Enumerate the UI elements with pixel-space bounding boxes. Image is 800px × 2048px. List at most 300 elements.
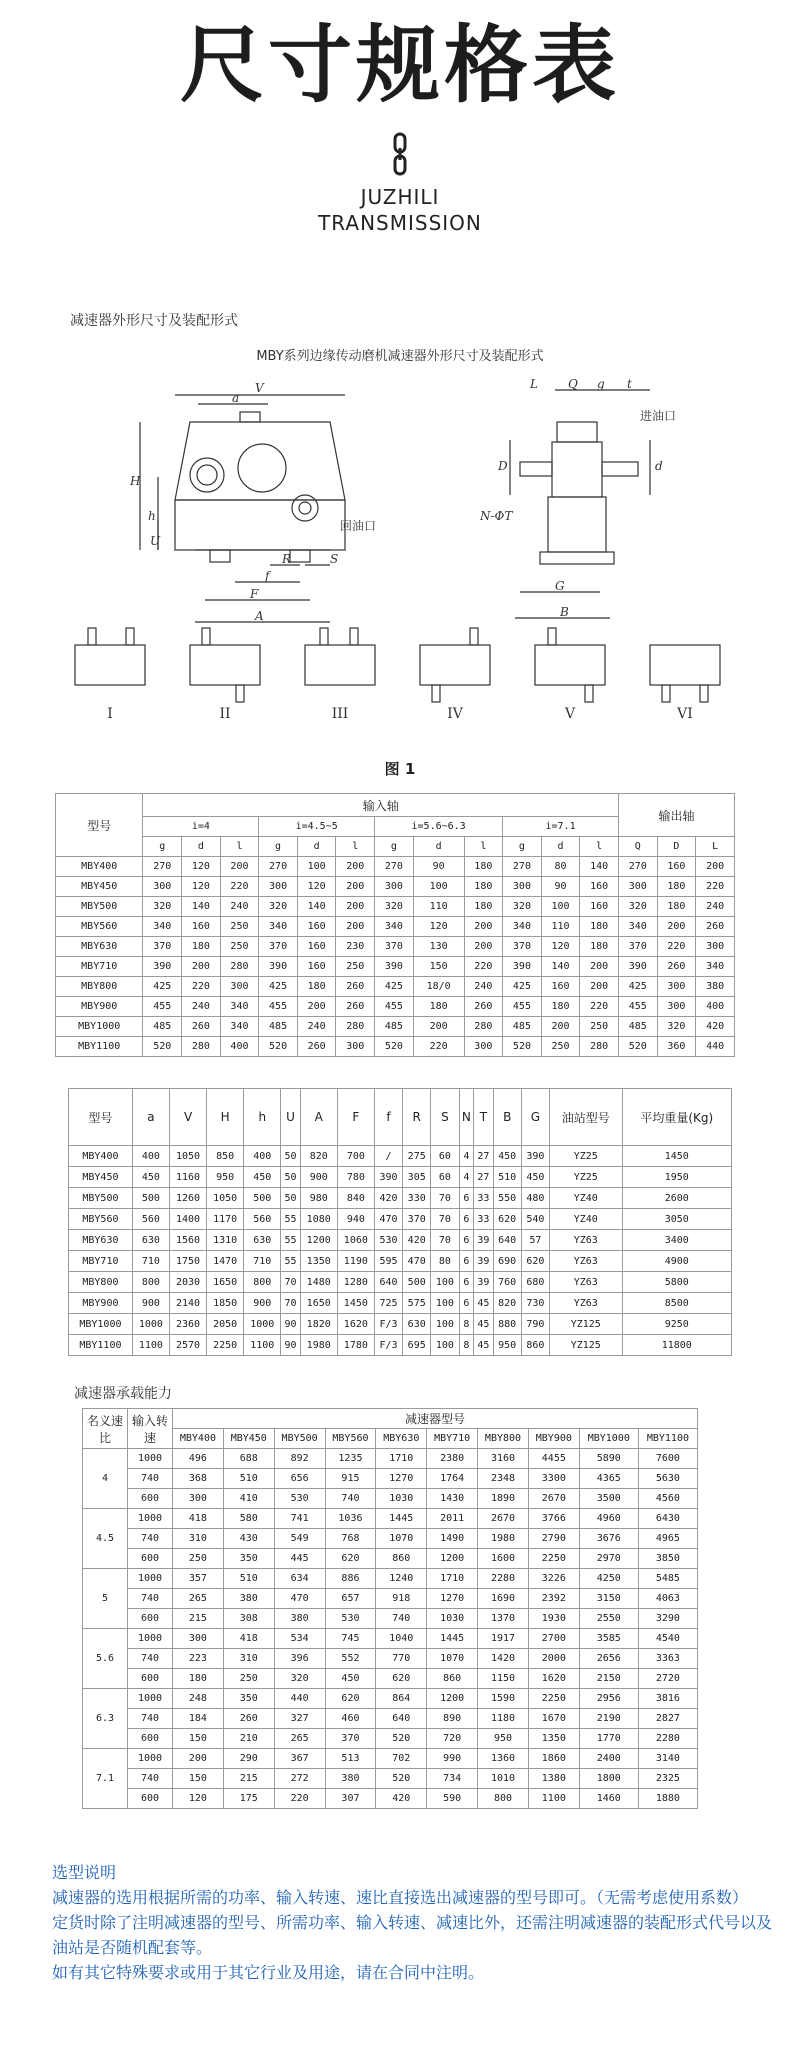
value-cell: 90	[413, 857, 464, 877]
value-cell: 39	[474, 1251, 493, 1272]
speed-cell: 600	[128, 1669, 173, 1689]
value-cell: 320	[657, 1017, 696, 1037]
dim-Q: Q	[568, 377, 578, 391]
capacity-cell: 184	[173, 1709, 224, 1729]
table-row	[83, 1789, 698, 1809]
value-cell: 6	[459, 1209, 474, 1230]
dim-h: h	[148, 509, 156, 523]
value-cell: 400	[220, 1037, 259, 1057]
capacity-cell: 3585	[579, 1629, 638, 1649]
column-header: 油站型号	[549, 1089, 622, 1146]
value-cell: 300	[220, 977, 259, 997]
speed-cell: 740	[128, 1529, 173, 1549]
value-cell: 57	[521, 1230, 549, 1251]
brand-tagline: TRANSMISSION	[318, 211, 482, 235]
value-cell: 330	[403, 1188, 431, 1209]
value-cell: 45	[474, 1335, 493, 1356]
oil-return-label: 回油口	[340, 519, 377, 533]
capacity-cell: 430	[223, 1529, 274, 1549]
value-cell: 760	[493, 1272, 521, 1293]
value-cell: 120	[413, 917, 464, 937]
capacity-cell: 534	[274, 1629, 325, 1649]
capacity-cell: 380	[325, 1769, 376, 1789]
value-cell: 860	[521, 1335, 549, 1356]
capacity-cell: 620	[325, 1549, 376, 1569]
speed-cell: 1000	[128, 1569, 173, 1589]
capacity-cell: 3226	[528, 1569, 579, 1589]
capacity-cell: 1350	[528, 1729, 579, 1749]
value-cell: 1260	[169, 1188, 206, 1209]
value-cell: 4900	[622, 1251, 731, 1272]
value-cell: 710	[132, 1251, 169, 1272]
table-row	[83, 1629, 698, 1649]
value-cell: 60	[431, 1146, 459, 1167]
ratio-group-header: i=7.1	[503, 817, 619, 837]
model-cell: MBY800	[69, 1272, 133, 1293]
capacity-cell: 300	[173, 1489, 224, 1509]
value-cell: 160	[297, 917, 336, 937]
dim-R: R	[282, 552, 292, 566]
capacity-cell: 250	[173, 1549, 224, 1569]
value-cell: 200	[696, 857, 735, 877]
value-cell: 160	[541, 977, 580, 997]
value-cell: 320	[259, 897, 298, 917]
speed-cell: 740	[128, 1589, 173, 1609]
capacity-cell: 2011	[427, 1509, 478, 1529]
value-cell: 340	[375, 917, 414, 937]
table-row	[69, 1251, 732, 1272]
value-cell: 6	[459, 1272, 474, 1293]
value-cell: 370	[618, 937, 657, 957]
value-cell: /	[374, 1146, 402, 1167]
capacity-cell: 1600	[478, 1549, 529, 1569]
value-cell: 33	[474, 1188, 493, 1209]
value-cell: 45	[474, 1293, 493, 1314]
model-column-header: MBY1100	[638, 1429, 697, 1449]
column-subheader: l	[336, 837, 375, 857]
capacity-cell: 1980	[478, 1529, 529, 1549]
value-cell: 340	[259, 917, 298, 937]
dim-U: U	[150, 534, 161, 548]
value-cell: 1980	[300, 1335, 337, 1356]
value-cell: 27	[474, 1146, 493, 1167]
value-cell: 300	[259, 877, 298, 897]
column-subheader: l	[464, 837, 503, 857]
dim-g: g	[597, 377, 605, 391]
value-cell: 300	[375, 877, 414, 897]
value-cell: 220	[657, 937, 696, 957]
value-cell: 680	[521, 1272, 549, 1293]
value-cell: 1780	[337, 1335, 374, 1356]
value-cell: 280	[580, 1037, 619, 1057]
model-column-header: MBY500	[274, 1429, 325, 1449]
value-cell: 1060	[337, 1230, 374, 1251]
capacity-cell: 530	[274, 1489, 325, 1509]
capacity-cell: 4965	[638, 1529, 697, 1549]
column-header: a	[132, 1089, 169, 1146]
capacity-section-label: 减速器承载能力	[74, 1386, 172, 1402]
column-header: V	[169, 1089, 206, 1146]
value-cell: 520	[618, 1037, 657, 1057]
value-cell: 1050	[207, 1188, 244, 1209]
capacity-cell: 200	[173, 1749, 224, 1769]
value-cell: 45	[474, 1314, 493, 1335]
value-cell: 455	[618, 997, 657, 1017]
value-cell: 340	[143, 917, 182, 937]
value-cell: 820	[300, 1146, 337, 1167]
model-column-header: MBY1000	[579, 1429, 638, 1449]
value-cell: 70	[431, 1209, 459, 1230]
capacity-cell: 445	[274, 1549, 325, 1569]
value-cell: 200	[182, 957, 221, 977]
ratio-group-header: i=4.5~5	[259, 817, 375, 837]
value-cell: 520	[503, 1037, 542, 1057]
ratio-header: 名义速比	[83, 1409, 128, 1449]
model-cell: MBY710	[69, 1251, 133, 1272]
capacity-cell: 3363	[638, 1649, 697, 1669]
value-cell: 1310	[207, 1230, 244, 1251]
value-cell: 260	[336, 997, 375, 1017]
capacity-cell: 3160	[478, 1449, 529, 1469]
value-cell: 320	[503, 897, 542, 917]
speed-cell: 1000	[128, 1689, 173, 1709]
capacity-cell: 327	[274, 1709, 325, 1729]
value-cell: 11800	[622, 1335, 731, 1356]
value-cell: 2570	[169, 1335, 206, 1356]
value-cell: 180	[657, 897, 696, 917]
capacity-cell: 396	[274, 1649, 325, 1669]
value-cell: 425	[503, 977, 542, 997]
capacity-cell: 7600	[638, 1449, 697, 1469]
value-cell: 1400	[169, 1209, 206, 1230]
value-cell: 300	[336, 1037, 375, 1057]
value-cell: 1000	[244, 1314, 281, 1335]
capacity-cell: 1180	[478, 1709, 529, 1729]
value-cell: 390	[143, 957, 182, 977]
dim-d: d	[655, 459, 663, 473]
ratio-group-header: i=5.6~6.3	[375, 817, 503, 837]
capacity-cell: 4063	[638, 1589, 697, 1609]
value-cell: 485	[259, 1017, 298, 1037]
model-column-header: MBY630	[376, 1429, 427, 1449]
model-cell: MBY450	[56, 877, 143, 897]
capacity-cell: 990	[427, 1749, 478, 1769]
value-cell: 140	[580, 857, 619, 877]
value-cell: 250	[541, 1037, 580, 1057]
value-cell: 725	[374, 1293, 402, 1314]
value-cell: 425	[375, 977, 414, 997]
capacity-cell: 657	[325, 1589, 376, 1609]
value-cell: 540	[521, 1209, 549, 1230]
capacity-cell: 2670	[528, 1489, 579, 1509]
table-row	[83, 1549, 698, 1569]
value-cell: 200	[413, 1017, 464, 1037]
capacity-cell: 2700	[528, 1629, 579, 1649]
column-header: H	[207, 1089, 244, 1146]
table-row	[56, 917, 735, 937]
value-cell: 270	[259, 857, 298, 877]
value-cell: 300	[657, 977, 696, 997]
capacity-cell: 6430	[638, 1509, 697, 1529]
capacity-cell: 250	[223, 1669, 274, 1689]
value-cell: 595	[374, 1251, 402, 1272]
capacity-cell: 860	[427, 1669, 478, 1689]
capacity-cell: 702	[376, 1749, 427, 1769]
column-subheader: d	[297, 837, 336, 857]
capacity-cell: 745	[325, 1629, 376, 1649]
capacity-cell: 1620	[528, 1669, 579, 1689]
capacity-cell: 4540	[638, 1629, 697, 1649]
capacity-cell: 1040	[376, 1629, 427, 1649]
column-subheader: g	[259, 837, 298, 857]
value-cell: 280	[182, 1037, 221, 1057]
dim-a: a	[232, 391, 240, 405]
value-cell: 520	[143, 1037, 182, 1057]
value-cell: 200	[464, 917, 503, 937]
value-cell: 180	[464, 877, 503, 897]
model-cell: MBY710	[56, 957, 143, 977]
column-header: h	[244, 1089, 281, 1146]
overall-dimension-table	[68, 1088, 732, 1356]
value-cell: 200	[541, 1017, 580, 1037]
capacity-cell: 2970	[579, 1549, 638, 1569]
value-cell: 620	[521, 1251, 549, 1272]
value-cell: 70	[431, 1188, 459, 1209]
capacity-cell: 120	[173, 1789, 224, 1809]
dim-L: L	[530, 377, 538, 391]
value-cell: 520	[375, 1037, 414, 1057]
value-cell: 560	[132, 1209, 169, 1230]
value-cell: YZ63	[549, 1272, 622, 1293]
model-column-header: MBY900	[528, 1429, 579, 1449]
table-row	[56, 997, 735, 1017]
capacity-cell: 915	[325, 1469, 376, 1489]
table-row	[83, 1529, 698, 1549]
column-header: B	[493, 1089, 521, 1146]
capacity-cell: 2550	[579, 1609, 638, 1629]
value-cell: 1100	[132, 1335, 169, 1356]
capacity-cell: 4365	[579, 1469, 638, 1489]
value-cell: 3050	[622, 1209, 731, 1230]
value-cell: 180	[182, 937, 221, 957]
value-cell: 2250	[207, 1335, 244, 1356]
capacity-cell: 210	[223, 1729, 274, 1749]
value-cell: 9250	[622, 1314, 731, 1335]
value-cell: 6	[459, 1251, 474, 1272]
value-cell: 370	[403, 1209, 431, 1230]
value-cell: 450	[493, 1146, 521, 1167]
value-cell: 160	[657, 857, 696, 877]
value-cell: 900	[244, 1293, 281, 1314]
value-cell: 440	[696, 1037, 735, 1057]
value-cell: 39	[474, 1272, 493, 1293]
value-cell: 200	[220, 857, 259, 877]
capacity-cell: 1930	[528, 1609, 579, 1629]
capacity-cell: 2000	[528, 1649, 579, 1669]
value-cell: 180	[297, 977, 336, 997]
value-cell: 1350	[300, 1251, 337, 1272]
value-cell: 370	[375, 937, 414, 957]
capacity-cell: 418	[173, 1509, 224, 1529]
value-cell: 340	[220, 1017, 259, 1037]
value-cell: 550	[493, 1188, 521, 1209]
table-row	[69, 1293, 732, 1314]
table-row	[69, 1188, 732, 1209]
capacity-cell: 886	[325, 1569, 376, 1589]
value-cell: 27	[474, 1167, 493, 1188]
ratio-cell: 5.6	[83, 1629, 128, 1689]
capacity-cell: 620	[376, 1669, 427, 1689]
capacity-cell: 248	[173, 1689, 224, 1709]
value-cell: 485	[143, 1017, 182, 1037]
shaft-dimension-table	[55, 793, 735, 1057]
capacity-cell: 1445	[427, 1629, 478, 1649]
value-cell: 70	[431, 1230, 459, 1251]
value-cell: 380	[696, 977, 735, 997]
value-cell: 280	[220, 957, 259, 977]
value-cell: 560	[244, 1209, 281, 1230]
drawing-title: MBY系列边缘传动磨机减速器外形尺寸及装配形式	[256, 349, 544, 364]
value-cell: F/3	[374, 1314, 402, 1335]
value-cell: YZ125	[549, 1314, 622, 1335]
value-cell: 340	[696, 957, 735, 977]
column-header: 型号	[69, 1089, 133, 1146]
value-cell: 200	[580, 977, 619, 997]
table-row	[83, 1689, 698, 1709]
value-cell: 2140	[169, 1293, 206, 1314]
form-label-III: III	[331, 706, 349, 722]
value-cell: 425	[259, 977, 298, 997]
value-cell: 260	[696, 917, 735, 937]
capacity-cell: 800	[478, 1789, 529, 1809]
value-cell: 140	[182, 897, 221, 917]
speed-cell: 600	[128, 1549, 173, 1569]
model-cell: MBY400	[69, 1146, 133, 1167]
table-row	[56, 937, 735, 957]
value-cell: 260	[336, 977, 375, 997]
value-cell: 55	[281, 1230, 300, 1251]
value-cell: 8500	[622, 1293, 731, 1314]
model-cell: MBY450	[69, 1167, 133, 1188]
value-cell: 160	[297, 957, 336, 977]
value-cell: 1050	[169, 1146, 206, 1167]
value-cell: 305	[403, 1167, 431, 1188]
value-cell: 1470	[207, 1251, 244, 1272]
value-cell: 940	[337, 1209, 374, 1230]
capacity-cell: 5485	[638, 1569, 697, 1589]
capacity-cell: 2380	[427, 1449, 478, 1469]
value-cell: 160	[580, 877, 619, 897]
value-cell: 1820	[300, 1314, 337, 1335]
value-cell: 280	[464, 1017, 503, 1037]
speed-cell: 1000	[128, 1509, 173, 1529]
capacity-cell: 4455	[528, 1449, 579, 1469]
value-cell: 1100	[244, 1335, 281, 1356]
ratio-cell: 7.1	[83, 1749, 128, 1809]
model-cell: MBY1000	[69, 1314, 133, 1335]
capacity-cell: 350	[223, 1549, 274, 1569]
column-subheader: d	[182, 837, 221, 857]
value-cell: 400	[696, 997, 735, 1017]
value-cell: 260	[182, 1017, 221, 1037]
capacity-cell: 1770	[579, 1729, 638, 1749]
load-capacity-table	[82, 1408, 698, 1809]
value-cell: 140	[297, 897, 336, 917]
capacity-cell: 741	[274, 1509, 325, 1529]
capacity-cell: 265	[173, 1589, 224, 1609]
value-cell: 39	[474, 1230, 493, 1251]
value-cell: 240	[182, 997, 221, 1017]
table-row	[69, 1167, 732, 1188]
capacity-cell: 380	[223, 1589, 274, 1609]
model-cell: MBY800	[56, 977, 143, 997]
value-cell: 2030	[169, 1272, 206, 1293]
value-cell: 180	[580, 917, 619, 937]
value-cell: 450	[132, 1167, 169, 1188]
value-cell: 320	[143, 897, 182, 917]
value-cell: 130	[413, 937, 464, 957]
value-cell: 1480	[300, 1272, 337, 1293]
value-cell: YZ25	[549, 1146, 622, 1167]
value-cell: 270	[143, 857, 182, 877]
model-cell: MBY500	[69, 1188, 133, 1209]
speed-cell: 1000	[128, 1749, 173, 1769]
table-row	[83, 1649, 698, 1669]
capacity-cell: 320	[274, 1669, 325, 1689]
selection-notes	[52, 1860, 772, 1985]
capacity-cell: 4250	[579, 1569, 638, 1589]
value-cell: 18/0	[413, 977, 464, 997]
value-cell: 6	[459, 1188, 474, 1209]
model-cell: MBY560	[69, 1209, 133, 1230]
table-row	[56, 857, 735, 877]
value-cell: 180	[580, 937, 619, 957]
column-subheader: d	[541, 837, 580, 857]
value-cell: 55	[281, 1209, 300, 1230]
model-column-header: MBY560	[325, 1429, 376, 1449]
dim-D: D	[498, 459, 508, 473]
capacity-cell: 2827	[638, 1709, 697, 1729]
value-cell: 390	[618, 957, 657, 977]
capacity-cell: 620	[325, 1689, 376, 1709]
value-cell: 100	[541, 897, 580, 917]
capacity-cell: 2280	[638, 1729, 697, 1749]
capacity-cell: 860	[376, 1549, 427, 1569]
value-cell: 485	[503, 1017, 542, 1037]
column-subheader: d	[413, 837, 464, 857]
value-cell: YZ63	[549, 1251, 622, 1272]
value-cell: 630	[132, 1230, 169, 1251]
value-cell: 100	[431, 1272, 459, 1293]
value-cell: 790	[521, 1314, 549, 1335]
column-subheader: D	[657, 837, 696, 857]
capacity-cell: 892	[274, 1449, 325, 1469]
value-cell: 275	[403, 1146, 431, 1167]
value-cell: 575	[403, 1293, 431, 1314]
capacity-cell: 1710	[427, 1569, 478, 1589]
value-cell: 640	[374, 1272, 402, 1293]
value-cell: 1280	[337, 1272, 374, 1293]
value-cell: 240	[297, 1017, 336, 1037]
value-cell: 6	[459, 1230, 474, 1251]
capacity-cell: 5890	[579, 1449, 638, 1469]
speed-cell: 740	[128, 1769, 173, 1789]
value-cell: 140	[541, 957, 580, 977]
table-row	[56, 877, 735, 897]
value-cell: 390	[259, 957, 298, 977]
value-cell: F/3	[374, 1335, 402, 1356]
value-cell: 450	[244, 1167, 281, 1188]
